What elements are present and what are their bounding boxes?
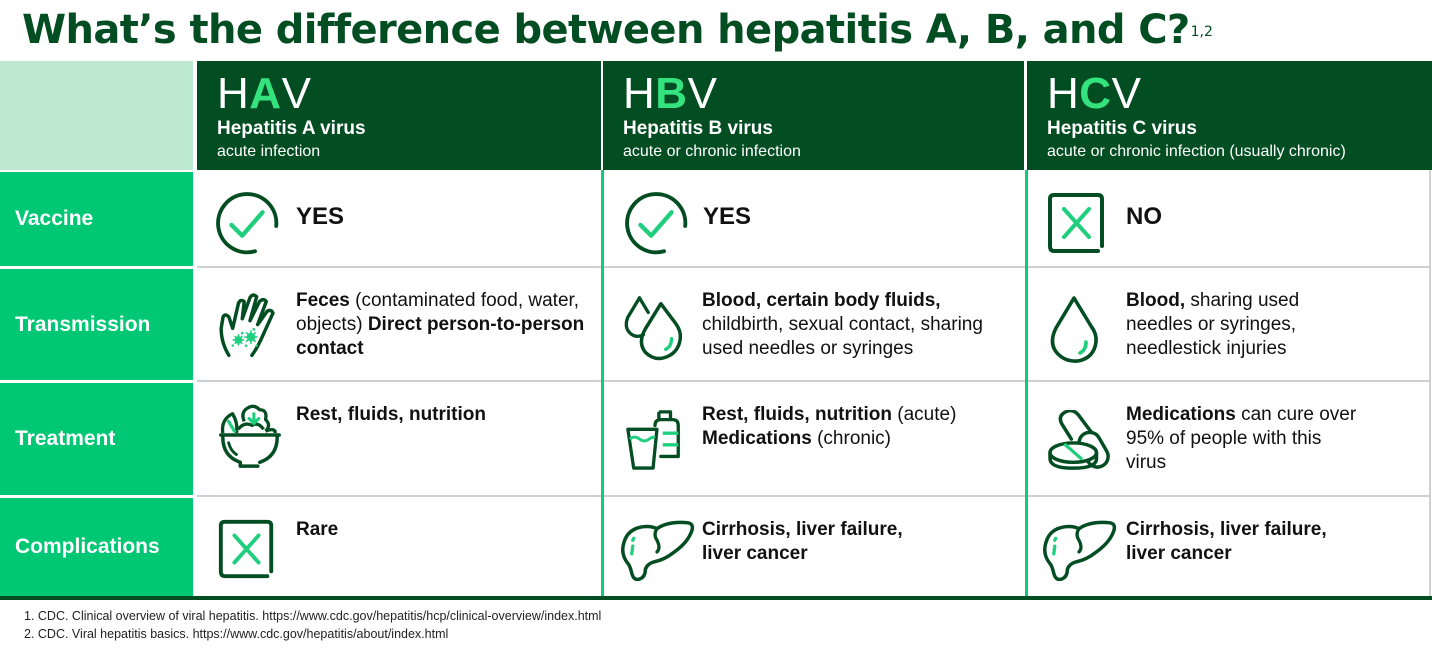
column-header-hav — [197, 61, 601, 170]
cell-transmission-hcv — [1028, 268, 1428, 380]
cell-complications-hcv — [1028, 497, 1428, 596]
row-label-transmission: Transmission — [0, 269, 193, 380]
cell-text: Cirrhosis, liver failure, liver cancer — [1126, 519, 1327, 564]
column-abbr: HCV — [1047, 69, 1142, 118]
cell-text: Blood, sharing used needles or syringes, needlestick injuries — [1126, 290, 1300, 359]
cell-vaccine-hav — [197, 170, 601, 266]
cell-complications-hav — [197, 497, 601, 596]
glass-bottle-icon — [624, 404, 686, 474]
column-name: Hepatitis A virus — [217, 118, 366, 139]
cell-text: Rare — [296, 519, 339, 540]
column-header-hbv — [603, 61, 1024, 170]
check-circle-icon — [213, 189, 281, 257]
hand-germs-icon — [215, 290, 283, 362]
column-subtitle: acute or chronic infection — [623, 143, 801, 160]
cell-complications-hbv — [604, 497, 1025, 596]
page-title: What’s the difference between hepatitis A, B, and C?$^{1,2}$ — [22, 7, 1213, 53]
column-abbr: HAV — [217, 69, 312, 118]
table-right-border — [1429, 170, 1431, 596]
liver-icon — [618, 517, 696, 581]
column-name: Hepatitis C virus — [1047, 118, 1197, 139]
column-abbr: HBV — [623, 69, 718, 118]
row-label-treatment: Treatment — [0, 383, 193, 495]
row-label-complications: Complications — [0, 498, 193, 596]
cell-value: YES — [703, 203, 752, 230]
pills-icon — [1046, 410, 1116, 472]
column-name: Hepatitis B virus — [623, 118, 773, 139]
row-label-vaccine: Vaccine — [0, 172, 193, 266]
comparison-table — [0, 61, 1432, 600]
column-subtitle: acute or chronic infection (usually chronic) — [1047, 143, 1346, 160]
cell-treatment-hav — [197, 382, 601, 495]
column-header-hcv — [1027, 61, 1432, 170]
double-drop-icon — [622, 292, 690, 362]
cell-value: YES — [296, 203, 345, 230]
table-bottom-bar — [0, 596, 1432, 600]
footnote-1: 1. CDC. Clinical overview of viral hepatitis. https://www.cdc.gov/hepatitis/hcp/clinical-overview/index.html — [24, 609, 602, 623]
footnote-2: 2. CDC. Viral hepatitis basics. https://www.cdc.gov/hepatitis/about/index.html — [24, 627, 449, 641]
column-subtitle: acute infection — [217, 143, 321, 160]
cell-vaccine-hcv — [1028, 170, 1428, 266]
x-square-icon — [215, 517, 279, 581]
cell-vaccine-hbv — [604, 170, 1025, 266]
cell-transmission-hbv — [604, 268, 1025, 380]
salad-bowl-icon — [215, 402, 285, 472]
drop-icon — [1044, 292, 1104, 364]
x-square-icon — [1044, 190, 1110, 256]
cell-transmission-hav — [197, 268, 601, 380]
cell-text: Blood, certain body fluids, childbirth, sexual contact, sharing used needles or syringes — [702, 290, 983, 359]
check-circle-icon — [622, 189, 690, 257]
cell-text: Rest, fluids, nutrition (acute) Medications (chronic) — [702, 404, 957, 449]
cell-value: NO — [1126, 203, 1162, 230]
cell-text: Rest, fluids, nutrition — [296, 404, 486, 425]
cell-text: Feces (contaminated food, water, objects) Direct person-to-person contact — [296, 290, 585, 359]
corner-cell — [0, 61, 193, 170]
cell-text: Cirrhosis, liver failure, liver cancer — [702, 519, 903, 564]
title-citation: 1,2 — [1190, 24, 1213, 40]
cell-text: Medications can cure over 95% of people with this virus — [1126, 404, 1357, 473]
cell-treatment-hbv — [604, 382, 1025, 495]
liver-icon — [1040, 517, 1118, 581]
cell-treatment-hcv — [1028, 382, 1428, 495]
